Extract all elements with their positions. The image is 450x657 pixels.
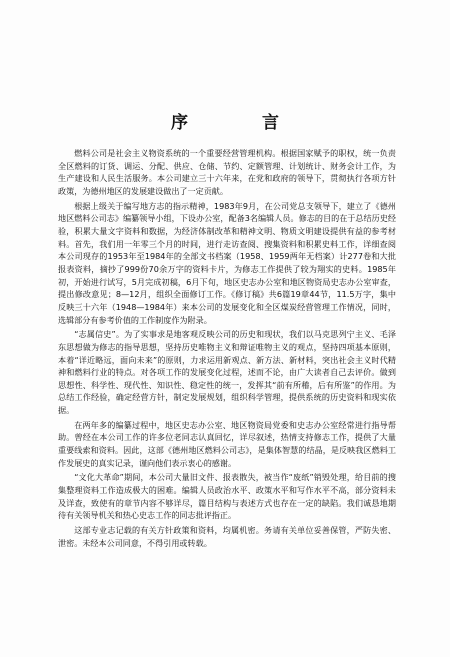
preface-body bbox=[58, 147, 396, 549]
paragraph: 燃料公司是社会主义物资系统的一个重要经营管理机构。根据国家赋予的职权，统一负责全区燃料的订货、调运、分配、供应、仓储、节约、定额管理、计划统计、财务会计工作，为生产建设和人民生活服务。本公司建立三十六年来，在党和政府的领导下，贯彻执行各项方针政策，为德州地区的发展建设做出了一定贡献。 bbox=[58, 148, 396, 196]
paragraph: “志属信史”。为了实事求是地客观反映公司的历史和现状，我们以马克思列宁主义、毛泽东思想做为修志的指导思想，坚持历史唯物主义和辩证唯物主义的观点，坚持四项基本原则，本着“详近略远，面向未来”的原则，力求运用新观点、新方法、新材料，突出社会主义时代精神和燃料行业的特点。对各项工作的发展变化过程，述而不论，由广大读者自己去评价。做到思想性、科学性、现代性、知识性、稳定性的统一，发挥其“前有所稽，后有所鉴”的作用。为总结工作经验，确定经营方针，制定发展规划，组织科学管理，提供系统的历史资料和现实依据。 bbox=[58, 329, 396, 416]
page-title: 序 言 bbox=[171, 113, 313, 133]
paragraph: 这部专业志记载的有关方针政策和资料，均属机密。务请有关单位妥善保管，严防失密、泄密。未经本公司同意，不得引用或转载。 bbox=[58, 525, 396, 548]
paragraph: 根据上级关于编写地方志的指示精神，1983年9月，在公司党总支领导下，建立了《德州地区燃料公司志》编纂领导小组，下设办公室，配备3名编辑人员。修志的目的在于总结历史经验，积累大量文字资料和数据，为经济体制改革和精神文明、物质文明建设提供有益的参考材料。首先，我们用一年零三个月的时间，进行走访查阅、搜集资料和积累史料工作，详细查阅本公司现存的1953年至1984年的全部文书档案（1958、1959两年无档案）计277卷和大批报表资料，摘抄了999份70余万字的资料卡片，为修志工作提供了较为翔实的史料。1985年初，开始进行试写，5月完成初稿，6月下旬，地区史志办公室和地区物资局史志办公室审查，提出修改意见；8—12月，组织全面修订工作。《修订稿》共6篇19章44节，11.5万字，集中反映三十六年（1948—1984年）来本公司的发展变化和全区煤炭经营管理工作情况，同时，选辑部分有参考价值的工作制度作为附录。 bbox=[58, 200, 396, 325]
paragraph: 在两年多的编纂过程中，地区史志办公室、地区物资局党委和史志办公室经常进行指导帮助。曾经在本公司工作的许多位老同志认真回忆，详尽叙述，热情支持修志工作，提供了大量重要线索和资料。因此，这部《德州地区燃料公司志》，是集体智慧的结晶，是反映我区燃料工作发展史的真实记录，谨向他们表示衷心的感谢。 bbox=[58, 419, 396, 468]
paragraph: “文化大革命”期间，本公司大量旧文件、报表散失，被当作“废纸”销毁处理，给目前的搜集整理资料工作造成极大的困难。编辑人员政治水平、政策水平和写作水平不高，部分资料未及详查，致使有的章节内容不够详尽，篇目结构与表述方式也存在一定的缺陷。我们诚恳地期待有关领导机关和热心史志工作的同志批评指正。 bbox=[58, 472, 396, 521]
